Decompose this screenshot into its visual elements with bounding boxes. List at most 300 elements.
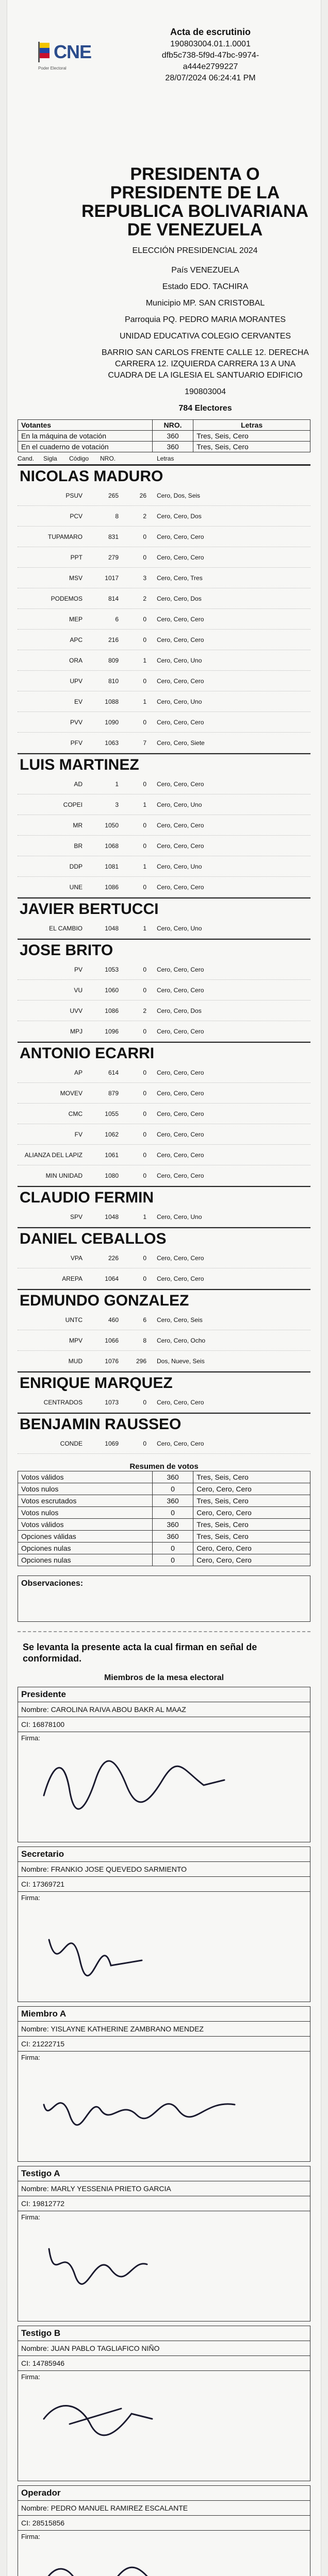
party-votes-letters: Cero, Cero, Cero	[157, 965, 204, 973]
summary-row	[18, 1519, 310, 1531]
party-sigla: UNTC	[65, 1316, 83, 1324]
member-name: Nombre: FRANKIO JOSE QUEVEDO SARMIENTO	[18, 1862, 310, 1877]
party-sigla: UVV	[70, 1007, 83, 1014]
party-code: 3	[115, 801, 119, 808]
party-row	[18, 1207, 310, 1227]
party-votes-letters: Cero, Cero, Dos	[157, 595, 202, 602]
summary-row	[18, 1471, 310, 1483]
party-code: 809	[108, 656, 119, 664]
party-votes: 0	[143, 615, 146, 623]
party-code: 1	[115, 780, 119, 788]
party-votes-letters: Cero, Cero, Cero	[157, 1398, 204, 1406]
party-votes-letters: Cero, Cero, Uno	[157, 698, 202, 705]
party-votes-letters: Cero, Cero, Cero	[157, 1089, 204, 1097]
member-role: Testigo A	[18, 2166, 310, 2181]
party-votes: 0	[143, 821, 146, 829]
party-sigla: PFV	[70, 739, 83, 747]
voters-row-book-num: 360	[152, 442, 193, 452]
party-votes: 0	[143, 1172, 146, 1179]
party-sigla: PVV	[70, 718, 83, 726]
party-votes: 0	[143, 636, 146, 643]
party-row	[18, 1021, 310, 1042]
party-votes-letters: Cero, Cero, Ocho	[157, 1336, 206, 1344]
party-row	[18, 1124, 310, 1145]
party-votes: 7	[143, 739, 146, 747]
party-code: 1061	[105, 1151, 119, 1159]
party-row	[18, 815, 310, 836]
member-name: Nombre: YISLAYNE KATHERINE ZAMBRANO MENDEZ	[18, 2022, 310, 2037]
member-firma-label: Firma:	[21, 1734, 40, 1742]
party-sigla: PCV	[70, 512, 83, 520]
party-votes-letters: Cero, Cero, Uno	[157, 1213, 202, 1221]
observaciones-label: Observaciones:	[21, 1579, 84, 1588]
summary-row	[18, 1507, 310, 1519]
signature-area	[18, 2383, 310, 2481]
party-code: 216	[108, 636, 119, 643]
loc-codigo: 190803004	[184, 387, 226, 396]
party-row	[18, 1001, 310, 1021]
party-code: 831	[108, 533, 119, 540]
party-code: 1053	[105, 965, 119, 973]
party-votes: 0	[143, 553, 146, 561]
voters-col-letras: Letras	[193, 420, 310, 431]
party-code: 1081	[105, 862, 119, 870]
candidate-name: CLAUDIO FERMIN	[18, 1186, 310, 1207]
party-votes: 0	[143, 1130, 146, 1138]
summary-label: Votos escrutados	[18, 1495, 153, 1507]
party-votes: 0	[143, 965, 146, 973]
loc-parroquia: Parroquia PQ. PEDRO MARIA MORANTES	[124, 315, 286, 324]
party-votes-letters: Cero, Cero, Cero	[157, 718, 204, 726]
party-code: 1086	[105, 883, 119, 891]
party-row	[18, 1083, 310, 1104]
summary-letters: Cero, Cero, Cero	[193, 1543, 310, 1554]
loc-electores: 784 Electores	[178, 404, 232, 413]
signature-icon	[39, 2548, 255, 2576]
mesa-member	[18, 2006, 310, 2162]
candidate-name: JOSE BRITO	[18, 939, 310, 959]
party-votes: 2	[143, 595, 146, 602]
party-row	[18, 609, 310, 630]
signature-area	[18, 2223, 310, 2321]
acta-datetime: 28/07/2024 06:24:41 PM	[165, 74, 256, 82]
signature-area	[18, 1744, 310, 1842]
summary-row	[18, 1495, 310, 1507]
summary-num: 360	[152, 1531, 193, 1543]
party-votes-letters: Cero, Cero, Cero	[157, 780, 204, 788]
acta-title: Acta de escrutinio	[170, 27, 251, 37]
party-votes-letters: Cero, Dos, Seis	[157, 492, 201, 499]
party-row	[18, 1310, 310, 1330]
party-votes-letters: Cero, Cero, Cero	[157, 1439, 204, 1447]
signature-icon	[39, 2388, 255, 2470]
signature-area	[18, 1904, 310, 2002]
party-votes-letters: Cero, Cero, Cero	[157, 677, 204, 685]
loc-municipio: Municipio MP. SAN CRISTOBAL	[145, 299, 265, 308]
party-votes: 1	[143, 1213, 146, 1221]
member-role: Presidente	[18, 1687, 310, 1702]
party-code: 6	[115, 615, 119, 623]
member-firma-label: Firma:	[21, 2213, 40, 2221]
party-sigla: AD	[74, 780, 83, 788]
party-votes-letters: Dos, Nueve, Seis	[157, 1357, 205, 1365]
party-code: 1063	[105, 739, 119, 747]
party-votes-letters: Cero, Cero, Dos	[157, 1007, 202, 1014]
party-votes: 1	[143, 801, 146, 808]
party-votes-letters: Cero, Cero, Uno	[157, 656, 202, 664]
header	[18, 10, 310, 185]
party-votes-letters: Cero, Cero, Cero	[157, 821, 204, 829]
election-header	[18, 165, 310, 256]
summary-letters: Cero, Cero, Cero	[193, 1483, 310, 1495]
observaciones-box	[18, 1575, 310, 1622]
party-sigla: CONDE	[60, 1439, 83, 1447]
separator	[18, 1631, 310, 1632]
party-votes-letters: Cero, Cero, Cero	[157, 1172, 204, 1179]
party-sigla: MPJ	[70, 1027, 83, 1035]
party-votes: 1	[143, 862, 146, 870]
party-row	[18, 1248, 310, 1268]
voters-row-machine-num: 360	[152, 431, 193, 442]
party-sigla: EL CAMBIO	[49, 924, 83, 932]
signature-area	[18, 2063, 310, 2161]
loc-centro: UNIDAD EDUCATIVA COLEGIO CERVANTES	[119, 332, 291, 341]
sub-cand: Cand.	[18, 454, 35, 462]
party-code: 1050	[105, 821, 119, 829]
summary-table	[18, 1471, 310, 1566]
party-votes: 2	[143, 1007, 146, 1014]
party-row	[18, 588, 310, 609]
summary-num: 0	[152, 1554, 193, 1566]
party-sigla: MUD	[68, 1357, 83, 1365]
party-row	[18, 506, 310, 527]
party-votes: 0	[143, 677, 146, 685]
party-votes: 0	[143, 1254, 146, 1262]
member-ci: CI: 21222715	[18, 2037, 310, 2052]
voters-row-book-label: En el cuaderno de votación	[18, 442, 153, 452]
party-votes: 1	[143, 924, 146, 932]
party-sigla: AREPA	[62, 1275, 83, 1282]
party-code: 1069	[105, 1439, 119, 1447]
party-code: 1048	[105, 924, 119, 932]
party-code: 1068	[105, 842, 119, 850]
party-row	[18, 794, 310, 815]
summary-num: 0	[152, 1543, 193, 1554]
party-votes: 0	[143, 1110, 146, 1117]
candidate-name: NICOLAS MADURO	[18, 465, 310, 485]
party-row	[18, 1165, 310, 1186]
member-firma-label: Firma:	[21, 2054, 40, 2061]
party-votes: 1	[143, 656, 146, 664]
summary-label: Votos nulos	[18, 1483, 153, 1495]
sub-letras: Letras	[157, 454, 174, 462]
candidate-name: ENRIQUE MARQUEZ	[18, 1371, 310, 1392]
party-row	[18, 856, 310, 877]
summary-row	[18, 1543, 310, 1554]
member-role: Secretario	[18, 1847, 310, 1862]
party-row	[18, 1145, 310, 1165]
party-votes-letters: Cero, Cero, Cero	[157, 1275, 204, 1282]
summary-num: 360	[152, 1495, 193, 1507]
member-role: Miembro A	[18, 2007, 310, 2022]
summary-label: Opciones válidas	[18, 1531, 153, 1543]
sub-codigo: Código	[69, 454, 89, 462]
party-sigla: CMC	[68, 1110, 83, 1117]
party-votes: 26	[139, 492, 146, 499]
party-sigla: PPT	[70, 553, 83, 561]
party-votes: 6	[143, 1316, 146, 1324]
mesa-member	[18, 2485, 310, 2576]
summary-label: Votos válidos	[18, 1519, 153, 1531]
party-sigla: MEP	[69, 615, 83, 623]
candidate-subheader	[18, 452, 310, 465]
party-sigla: VU	[74, 986, 83, 994]
summary-num: 360	[152, 1519, 193, 1531]
cne-logo	[18, 10, 95, 71]
loc-direccion: BARRIO SAN CARLOS FRENTE CALLE 12. DERECHA CARRERA 12. IZQUIERDA CARRERA 13 A UNA CUADRA DE LA IGLESIA EL SANTUARIO EDIFICIO	[102, 348, 309, 380]
candidate-name: DANIEL CEBALLOS	[18, 1227, 310, 1248]
acta-code: 190803004.01.1.0001	[170, 40, 251, 48]
party-votes: 296	[136, 1357, 146, 1365]
election-title: PRESIDENTA O PRESIDENTE DE LA REPUBLICA BOLIVARIANA DE VENEZUELA	[81, 164, 309, 240]
party-row	[18, 1330, 310, 1351]
party-code: 1055	[105, 1110, 119, 1117]
party-code: 1080	[105, 1172, 119, 1179]
summary-num: 0	[152, 1507, 193, 1519]
party-votes-letters: Cero, Cero, Cero	[157, 615, 204, 623]
party-sigla: ORA	[69, 656, 83, 664]
summary-letters: Tres, Seis, Cero	[193, 1495, 310, 1507]
summary-letters: Tres, Seis, Cero	[193, 1471, 310, 1483]
party-row	[18, 959, 310, 980]
acta-id-2: a444e2799227	[183, 62, 238, 71]
party-votes-letters: Cero, Cero, Cero	[157, 1254, 204, 1262]
voters-row-machine-letters: Tres, Seis, Cero	[193, 431, 310, 442]
party-sigla: MOVEV	[60, 1089, 83, 1097]
location-block	[18, 265, 310, 414]
party-code: 1088	[105, 698, 119, 705]
party-code: 279	[108, 553, 119, 561]
party-votes: 0	[143, 780, 146, 788]
party-row	[18, 1062, 310, 1083]
party-sigla: FV	[74, 1130, 83, 1138]
sub-sigla: Sigla	[43, 454, 57, 462]
mesa-member	[18, 1846, 310, 2002]
party-votes: 0	[143, 883, 146, 891]
party-sigla: COPEI	[63, 801, 83, 808]
party-sigla: MSV	[69, 574, 83, 582]
member-role: Operador	[18, 2486, 310, 2501]
party-votes-letters: Cero, Cero, Cero	[157, 1069, 204, 1076]
member-firma-label: Firma:	[21, 1894, 40, 1902]
party-row	[18, 1268, 310, 1289]
summary-letters: Cero, Cero, Cero	[193, 1507, 310, 1519]
party-votes-letters: Cero, Cero, Cero	[157, 1130, 204, 1138]
summary-row	[18, 1483, 310, 1495]
party-row	[18, 1392, 310, 1413]
summary-label: Opciones nulas	[18, 1543, 153, 1554]
party-code: 1073	[105, 1398, 119, 1406]
party-code: 8	[115, 512, 119, 520]
party-code: 810	[108, 677, 119, 685]
party-code: 1048	[105, 1213, 119, 1221]
member-ci: CI: 14785946	[18, 2356, 310, 2371]
loc-pais: País VENEZUELA	[171, 266, 239, 275]
party-row	[18, 1104, 310, 1124]
party-sigla: MIN UNIDAD	[45, 1172, 83, 1179]
party-votes-letters: Cero, Cero, Uno	[157, 801, 202, 808]
party-votes-letters: Cero, Cero, Cero	[157, 842, 204, 850]
party-votes-letters: Cero, Cero, Cero	[157, 1027, 204, 1035]
party-code: 814	[108, 595, 119, 602]
party-code: 1090	[105, 718, 119, 726]
candidate-name: JAVIER BERTUCCI	[18, 897, 310, 918]
party-votes-letters: Cero, Cero, Seis	[157, 1316, 203, 1324]
party-sigla: TUPAMARO	[47, 533, 83, 540]
summary-label: Opciones nulas	[18, 1554, 153, 1566]
election-subtitle: ELECCIÓN PRESIDENCIAL 2024	[132, 246, 258, 255]
party-code: 1064	[105, 1275, 119, 1282]
party-sigla: UPV	[70, 677, 83, 685]
candidate-name: EDMUNDO GONZALEZ	[18, 1289, 310, 1310]
party-row	[18, 568, 310, 588]
signature-icon	[39, 2228, 255, 2311]
acta-meta	[95, 10, 310, 83]
conformity-notice: Se levanta la presente acta la cual firman en señal de conformidad.	[23, 1642, 257, 1664]
party-sigla: AP	[74, 1069, 83, 1076]
member-role: Testigo B	[18, 2326, 310, 2341]
member-ci: CI: 16878100	[18, 1717, 310, 1732]
party-sigla: BR	[74, 842, 83, 850]
party-code: 460	[108, 1316, 119, 1324]
member-firma-label: Firma:	[21, 2373, 40, 2381]
party-code: 1096	[105, 1027, 119, 1035]
member-name: Nombre: CAROLINA RAIVA ABOU BAKR AL MAAZ	[18, 1702, 310, 1717]
party-votes-letters: Cero, Cero, Cero	[157, 1151, 204, 1159]
party-votes: 0	[143, 1398, 146, 1406]
party-code: 1017	[105, 574, 119, 582]
member-name: Nombre: MARLY YESSENIA PRIETO GARCIA	[18, 2181, 310, 2196]
loc-estado: Estado EDO. TACHIRA	[162, 282, 249, 291]
member-ci: CI: 28515856	[18, 2516, 310, 2531]
party-votes: 0	[143, 533, 146, 540]
party-code: 1066	[105, 1336, 119, 1344]
party-row	[18, 671, 310, 691]
party-votes: 0	[143, 986, 146, 994]
party-row	[18, 877, 310, 897]
party-code: 226	[108, 1254, 119, 1262]
party-row	[18, 918, 310, 939]
party-votes: 0	[143, 1027, 146, 1035]
party-row	[18, 485, 310, 506]
member-name: Nombre: JUAN PABLO TAGLIAFICO NIÑO	[18, 2341, 310, 2356]
party-code: 614	[108, 1069, 119, 1076]
party-votes: 0	[143, 842, 146, 850]
party-votes-letters: Cero, Cero, Cero	[157, 533, 204, 540]
party-sigla: PODEMOS	[51, 595, 83, 602]
logo-subtitle: Poder Electoral	[38, 66, 67, 71]
member-ci: CI: 19812772	[18, 2196, 310, 2211]
candidate-name: ANTONIO ECARRI	[18, 1042, 310, 1062]
party-votes-letters: Cero, Cero, Cero	[157, 1110, 204, 1117]
voters-col-nro: NRO.	[152, 420, 193, 431]
party-votes: 0	[143, 1089, 146, 1097]
party-votes-letters: Cero, Cero, Cero	[157, 553, 204, 561]
party-code: 1086	[105, 1007, 119, 1014]
voters-table	[18, 419, 310, 452]
party-votes-letters: Cero, Cero, Dos	[157, 512, 202, 520]
party-votes-letters: Cero, Cero, Uno	[157, 924, 202, 932]
party-code: 1062	[105, 1130, 119, 1138]
member-firma-label: Firma:	[21, 2533, 40, 2540]
party-sigla: APC	[70, 636, 83, 643]
summary-title: Resumen de votos	[129, 1462, 199, 1471]
party-sigla: PSUV	[65, 492, 83, 499]
voters-row-machine-label: En la máquina de votación	[18, 431, 153, 442]
summary-letters: Tres, Seis, Cero	[193, 1519, 310, 1531]
party-sigla: VPA	[70, 1254, 83, 1262]
summary-row	[18, 1531, 310, 1543]
party-row	[18, 691, 310, 712]
party-votes-letters: Cero, Cero, Uno	[157, 862, 202, 870]
party-votes: 2	[143, 512, 146, 520]
party-votes: 0	[143, 1069, 146, 1076]
party-row	[18, 547, 310, 568]
cne-flag-icon	[38, 42, 52, 62]
party-votes: 0	[143, 1151, 146, 1159]
acta-id-1: dfb5c738-5f9d-47bc-9974-	[161, 51, 259, 60]
party-sigla: CENTRADOS	[43, 1398, 83, 1406]
party-code: 879	[108, 1089, 119, 1097]
party-code: 1076	[105, 1357, 119, 1365]
party-votes-letters: Cero, Cero, Cero	[157, 883, 204, 891]
party-sigla: DDP	[69, 862, 83, 870]
voters-row-book-letters: Tres, Seis, Cero	[193, 442, 310, 452]
signature-icon	[39, 2069, 255, 2151]
member-name: Nombre: PEDRO MANUEL RAMIREZ ESCALANTE	[18, 2501, 310, 2516]
party-sigla: SPV	[70, 1213, 83, 1221]
members-list	[18, 1687, 310, 2576]
summary-label: Votos nulos	[18, 1507, 153, 1519]
signature-icon	[39, 1909, 255, 1991]
candidate-name: BENJAMIN RAUSSEO	[18, 1413, 310, 1433]
party-row	[18, 1433, 310, 1454]
party-votes-letters: Cero, Cero, Tres	[157, 574, 203, 582]
logo-text: CNE	[54, 41, 92, 62]
voters-col-label: Votantes	[18, 420, 153, 431]
party-sigla: MPV	[69, 1336, 83, 1344]
party-sigla: MR	[73, 821, 83, 829]
party-row	[18, 774, 310, 794]
party-row	[18, 650, 310, 671]
party-votes: 3	[143, 574, 146, 582]
summary-label: Votos válidos	[18, 1471, 153, 1483]
summary-num: 0	[152, 1483, 193, 1495]
signature-area	[18, 2543, 310, 2576]
paper-edge-right	[321, 0, 328, 2576]
party-code: 1060	[105, 986, 119, 994]
party-sigla: UNE	[69, 883, 83, 891]
party-row	[18, 527, 310, 547]
party-votes: 1	[143, 698, 146, 705]
mesa-title: Miembros de la mesa electoral	[104, 1673, 224, 1682]
mesa-member	[18, 2166, 310, 2321]
summary-row	[18, 1554, 310, 1566]
party-votes-letters: Cero, Cero, Siete	[157, 739, 205, 747]
party-votes: 0	[143, 718, 146, 726]
party-votes: 8	[143, 1336, 146, 1344]
mesa-member	[18, 1687, 310, 1842]
